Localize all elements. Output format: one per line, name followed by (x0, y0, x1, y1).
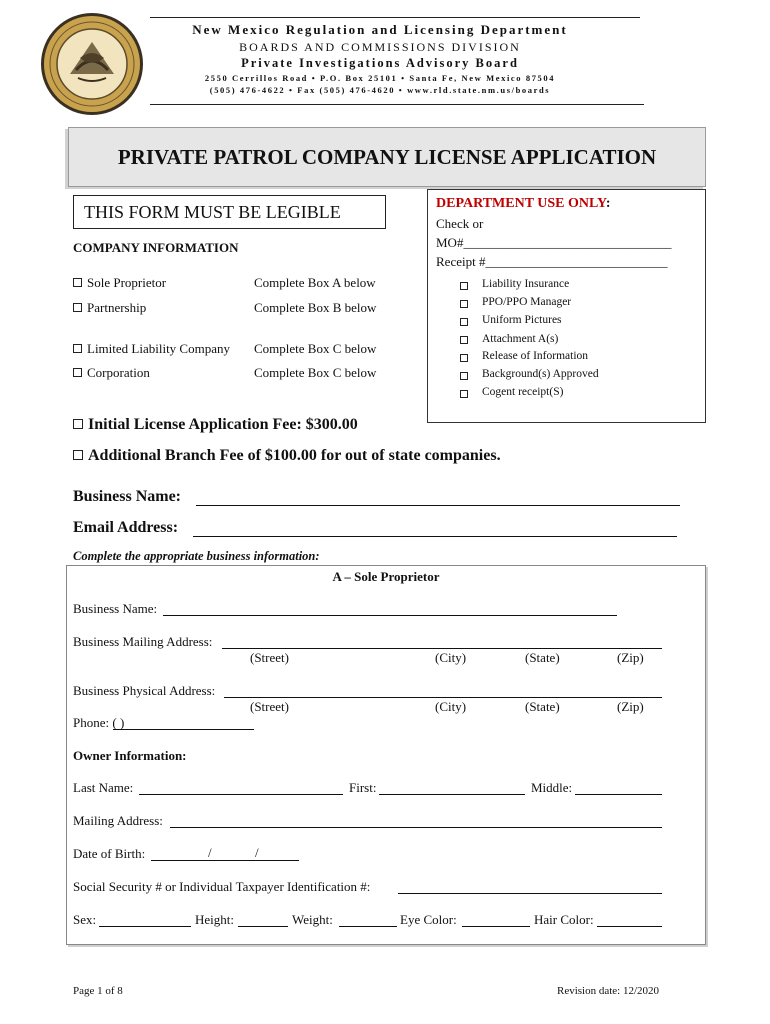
department-use-box (427, 189, 706, 423)
owner-first-name-label: First: (349, 780, 377, 795)
option-sole-proprietor-label: Sole Proprietor (87, 275, 167, 290)
owner-weight-field[interactable] (339, 912, 397, 927)
legible-notice-box (73, 195, 386, 229)
sp-mailing-state-caption: (State) (525, 650, 560, 665)
sp-physical-address-field[interactable] (224, 683, 662, 698)
fee-initial[interactable] (73, 416, 358, 434)
dept-item-backgrounds-approved: Background(s) Approved (482, 368, 599, 380)
check-or-label: Check or (436, 216, 484, 231)
title-banner (68, 127, 706, 187)
instruction-partnership: Complete Box B below (254, 300, 377, 315)
sp-business-name-field[interactable] (163, 601, 617, 616)
checkbox-llc[interactable] (73, 344, 82, 353)
sp-mailing-address-field[interactable] (222, 634, 662, 649)
sp-mailing-street-caption: (Street) (250, 650, 289, 665)
sp-phone-field[interactable] (113, 715, 254, 730)
sp-physical-state-caption: (State) (525, 699, 560, 714)
owner-dob-label: Date of Birth: (73, 846, 146, 861)
option-sole-proprietor[interactable] (73, 275, 166, 291)
owner-hair-color-label: Hair Color: (534, 912, 594, 927)
checkbox-release-of-information[interactable] (460, 354, 468, 362)
owner-middle-name-field[interactable] (575, 780, 662, 795)
checkbox-branch-fee[interactable] (73, 450, 83, 460)
contact-info: (505) 476-4622 • Fax (505) 476-4620 • www.rld.state.nm.us/boards (209, 85, 551, 95)
sp-physical-city-caption: (City) (435, 699, 467, 714)
mo-number-field[interactable]: MO#________________________________ (436, 235, 672, 250)
checkbox-uniform-pictures[interactable] (460, 318, 468, 326)
owner-sex-label: Sex: (73, 912, 97, 927)
sole-proprietor-heading: A – Sole Proprietor (332, 569, 440, 584)
owner-info-heading: Owner Information: (73, 748, 187, 763)
checkbox-initial-fee[interactable] (73, 419, 83, 429)
sp-business-name-label: Business Name: (73, 601, 158, 616)
checkbox-corporation[interactable] (73, 368, 82, 377)
sp-mailing-zip-caption: (Zip) (617, 650, 644, 665)
owner-eye-color-label: Eye Color: (400, 912, 457, 927)
dept-item-cogent-receipt: Cogent receipt(S) (482, 386, 564, 398)
board-name: Private Investigations Advisory Board (241, 56, 519, 70)
dept-item-uniform-pictures: Uniform Pictures (482, 314, 562, 326)
mailing-address: 2550 Cerrillos Road • P.O. Box 25101 • Santa Fe, New Mexico 87504 (204, 73, 556, 83)
owner-ssn-field[interactable] (398, 879, 662, 894)
checkbox-sole-proprietor[interactable] (73, 278, 82, 287)
department-use-title-text: DEPARTMENT USE ONLY (436, 196, 606, 211)
fee-initial-label: Initial License Application Fee: $300.00 (88, 416, 358, 433)
option-partnership-label: Partnership (87, 300, 147, 315)
checkbox-cogent-receipt[interactable] (460, 390, 468, 398)
dept-item-liability-insurance: Liability Insurance (482, 278, 570, 290)
header-rule-top (150, 17, 640, 18)
owner-sex-field[interactable] (99, 912, 191, 927)
department-use-colon: : (605, 196, 611, 211)
complete-note: Complete the appropriate business information: (73, 549, 320, 563)
sp-physical-zip-caption: (Zip) (617, 699, 644, 714)
fee-branch[interactable] (73, 447, 501, 465)
division-name: BOARDS AND COMMISSIONS DIVISION (239, 40, 521, 54)
legible-notice: THIS FORM MUST BE LEGIBLE (84, 202, 341, 222)
company-info-heading: COMPANY INFORMATION (73, 240, 239, 255)
instruction-sole-proprietor: Complete Box A below (254, 275, 376, 290)
option-corporation-label: Corporation (87, 365, 150, 380)
sp-mailing-city-caption: (City) (435, 650, 467, 665)
business-name-field[interactable] (196, 491, 680, 506)
owner-height-label: Height: (195, 912, 234, 927)
email-field[interactable] (193, 522, 677, 537)
owner-ssn-label: Social Security # or Individual Taxpayer Identification #: (73, 879, 371, 894)
owner-first-name-field[interactable] (379, 780, 525, 795)
owner-hair-color-field[interactable] (597, 912, 662, 927)
owner-mailing-address-field[interactable] (170, 813, 662, 828)
dept-item-release-of-information: Release of Information (482, 350, 589, 362)
department-use-title (436, 196, 611, 212)
owner-mailing-address-label: Mailing Address: (73, 813, 163, 828)
checkbox-partnership[interactable] (73, 303, 82, 312)
page-title: PRIVATE PATROL COMPANY LICENSE APPLICATION (117, 145, 657, 169)
checkbox-ppo-manager[interactable] (460, 300, 468, 308)
header-rule-bottom (150, 104, 644, 105)
option-partnership[interactable] (73, 300, 146, 316)
email-label: Email Address: (73, 519, 179, 536)
business-name-label: Business Name: (73, 488, 182, 505)
owner-dob-separator-2: / (255, 845, 259, 860)
seal-graphic (40, 12, 144, 116)
owner-height-field[interactable] (238, 912, 288, 927)
owner-eye-color-field[interactable] (462, 912, 530, 927)
option-corporation[interactable] (73, 365, 150, 381)
sp-physical-address-label: Business Physical Address: (73, 683, 216, 698)
page-number: Page 1 of 8 (73, 985, 123, 997)
dept-item-attachments: Attachment A(s) (482, 333, 559, 345)
instruction-corporation: Complete Box C below (254, 365, 377, 380)
sp-physical-street-caption: (Street) (250, 699, 289, 714)
sp-mailing-address-label: Business Mailing Address: (73, 634, 213, 649)
checkbox-backgrounds-approved[interactable] (460, 372, 468, 380)
fee-branch-label: Additional Branch Fee of $100.00 for out of state companies. (88, 447, 501, 464)
owner-weight-label: Weight: (292, 912, 333, 927)
owner-last-name-field[interactable] (139, 780, 343, 795)
option-llc[interactable] (73, 341, 230, 357)
revision-date: Revision date: 12/2020 (557, 985, 660, 997)
sole-proprietor-box (66, 565, 706, 945)
owner-dob-separator-1: / (208, 845, 212, 860)
state-seal (40, 12, 144, 116)
instruction-llc: Complete Box C below (254, 341, 377, 356)
sp-phone-label: Phone: ( ) (73, 715, 125, 730)
option-llc-label: Limited Liability Company (87, 341, 230, 356)
receipt-number-field[interactable]: Receipt #____________________________ (436, 254, 668, 269)
owner-middle-name-label: Middle: (531, 780, 573, 795)
owner-dob-field[interactable] (151, 846, 299, 861)
dept-item-ppo-manager: PPO/PPO Manager (482, 296, 572, 308)
department-name: New Mexico Regulation and Licensing Department (192, 22, 568, 37)
checkbox-attachments[interactable] (460, 336, 468, 344)
owner-last-name-label: Last Name: (73, 780, 134, 795)
checkbox-liability-insurance[interactable] (460, 282, 468, 290)
